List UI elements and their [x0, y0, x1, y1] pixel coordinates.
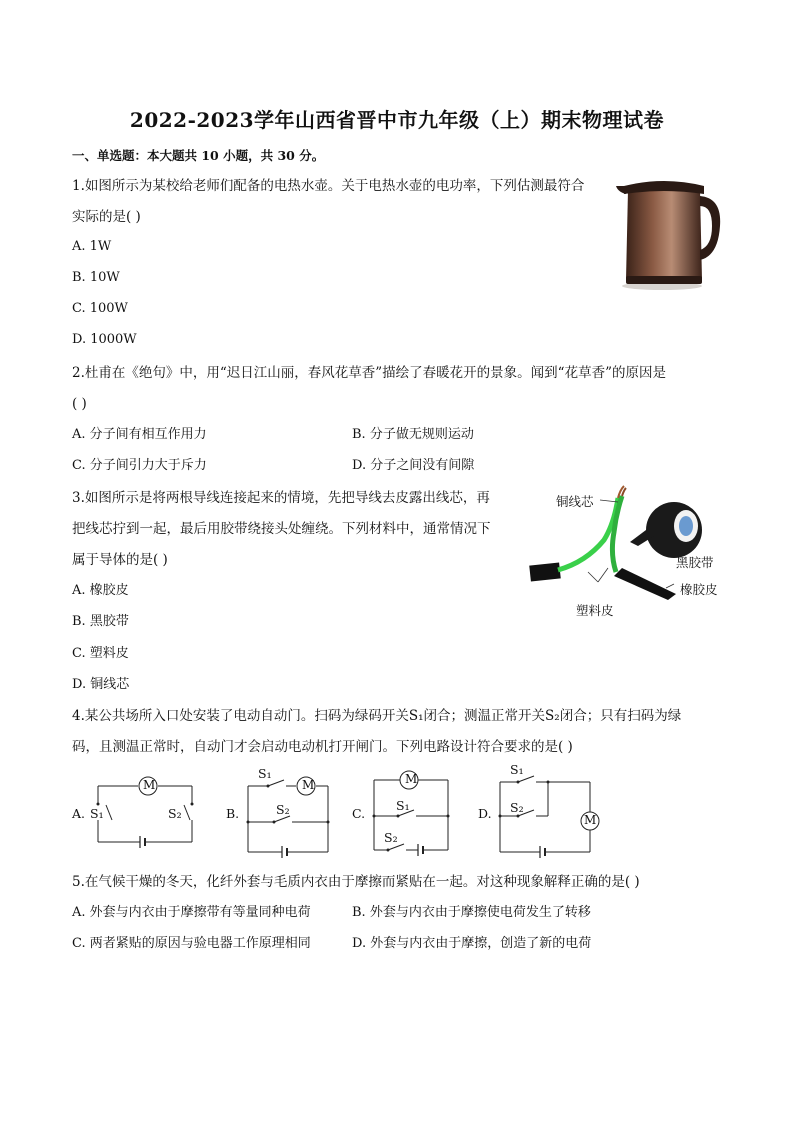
q1-option-b: B. 10W	[72, 270, 120, 285]
q1-option-a: A. 1W	[72, 239, 112, 254]
circuit-a-label: A.	[72, 806, 86, 821]
circuit-d-s1: S₁	[510, 762, 524, 777]
q2-option-a: A. 分子间有相互作用力	[72, 427, 207, 442]
q1-option-c: C. 100W	[72, 301, 128, 316]
circuit-c-s1: S₁	[396, 798, 410, 813]
q2-option-c: C. 分子间引力大于斥力	[72, 458, 207, 473]
q3-stem-line1: 3.如图所示是将两根导线连接起来的情境，先把导线去皮露出线芯，再	[72, 490, 490, 506]
q5-stem-line1: 5.在气候干燥的冬天，化纤外套与毛质内衣由于摩擦而紧贴在一起。对这种现象解释正确的是( )	[72, 874, 640, 890]
q2-stem-line1: 2.杜甫在《绝句》中，用“迟日江山丽，春风花草香”描绘了春暖花开的景象。闻到“花草香”的原因是	[72, 365, 666, 381]
circuit-c-s2: S₂	[384, 830, 398, 845]
circuit-b-s1: S₁	[258, 766, 272, 781]
circuit-c-label: C.	[352, 806, 366, 821]
q3-stem-line3: 属于导体的是( )	[72, 552, 168, 568]
q2-stem-line2: ( )	[72, 396, 87, 412]
label-rubber-skin: 橡胶皮	[680, 582, 718, 597]
q5-option-c: C. 两者紧贴的原因与验电器工作原理相同	[72, 936, 311, 951]
circuit-a-s2: S₂	[168, 806, 182, 821]
label-copper-core: 铜线芯	[556, 494, 594, 509]
q2-option-b: B. 分子做无规则运动	[352, 427, 474, 442]
circuit-d-s2: S₂	[510, 800, 524, 815]
q3-option-d: D. 铜线芯	[72, 677, 130, 692]
label-plastic-skin: 塑料皮	[576, 603, 614, 618]
circuit-a-motor: M	[143, 778, 156, 792]
q4-stem-line2: 码，且测温正常时，自动门才会启动电动机打开闸门。下列电路设计符合要求的是( )	[72, 739, 573, 755]
kettle-image	[614, 174, 724, 292]
circuit-d-motor: M	[584, 813, 597, 827]
q3-option-b: B. 黑胶带	[72, 614, 129, 629]
circuit-b-motor: M	[302, 778, 315, 792]
circuit-b-s2: S₂	[276, 802, 290, 817]
label-black-tape: 黑胶带	[676, 555, 714, 570]
page-title: 2022-2023学年山西省晋中市九年级（上）期末物理试卷	[129, 108, 665, 132]
q1-option-d: D. 1000W	[72, 332, 137, 347]
q3-option-a: A. 橡胶皮	[72, 583, 129, 598]
circuit-b-label: B.	[226, 806, 240, 821]
q3-stem-line2: 把线芯拧到一起，最后用胶带绕接头处缠绕。下列材料中，通常情况下	[72, 521, 491, 537]
circuit-c-motor: M	[405, 772, 418, 786]
circuit-d-label: D.	[478, 806, 492, 821]
q5-option-a: A. 外套与内衣由于摩擦带有等量同种电荷	[72, 905, 311, 920]
q5-option-b: B. 外套与内衣由于摩擦使电荷发生了转移	[352, 905, 591, 920]
q1-stem-line1: 1.如图所示为某校给老师们配备的电热水壶。关于电热水壶的电功率，下列估测最符合	[72, 178, 585, 194]
q4-stem-line1: 4.某公共场所入口处安装了电动自动门。扫码为绿码开关S₁闭合；测温正常开关S₂闭合；只有扫码为绿	[72, 708, 682, 724]
q2-option-d: D. 分子之间没有间隙	[352, 458, 475, 473]
q5-option-d: D. 外套与内衣由于摩擦，创造了新的电荷	[352, 936, 592, 951]
q1-stem-line2: 实际的是( )	[72, 209, 141, 225]
circuit-a-s1: S₁	[90, 806, 104, 821]
section-heading: 一、单选题：本大题共 10 小题，共 30 分。	[72, 148, 325, 163]
q3-option-c: C. 塑料皮	[72, 646, 129, 661]
